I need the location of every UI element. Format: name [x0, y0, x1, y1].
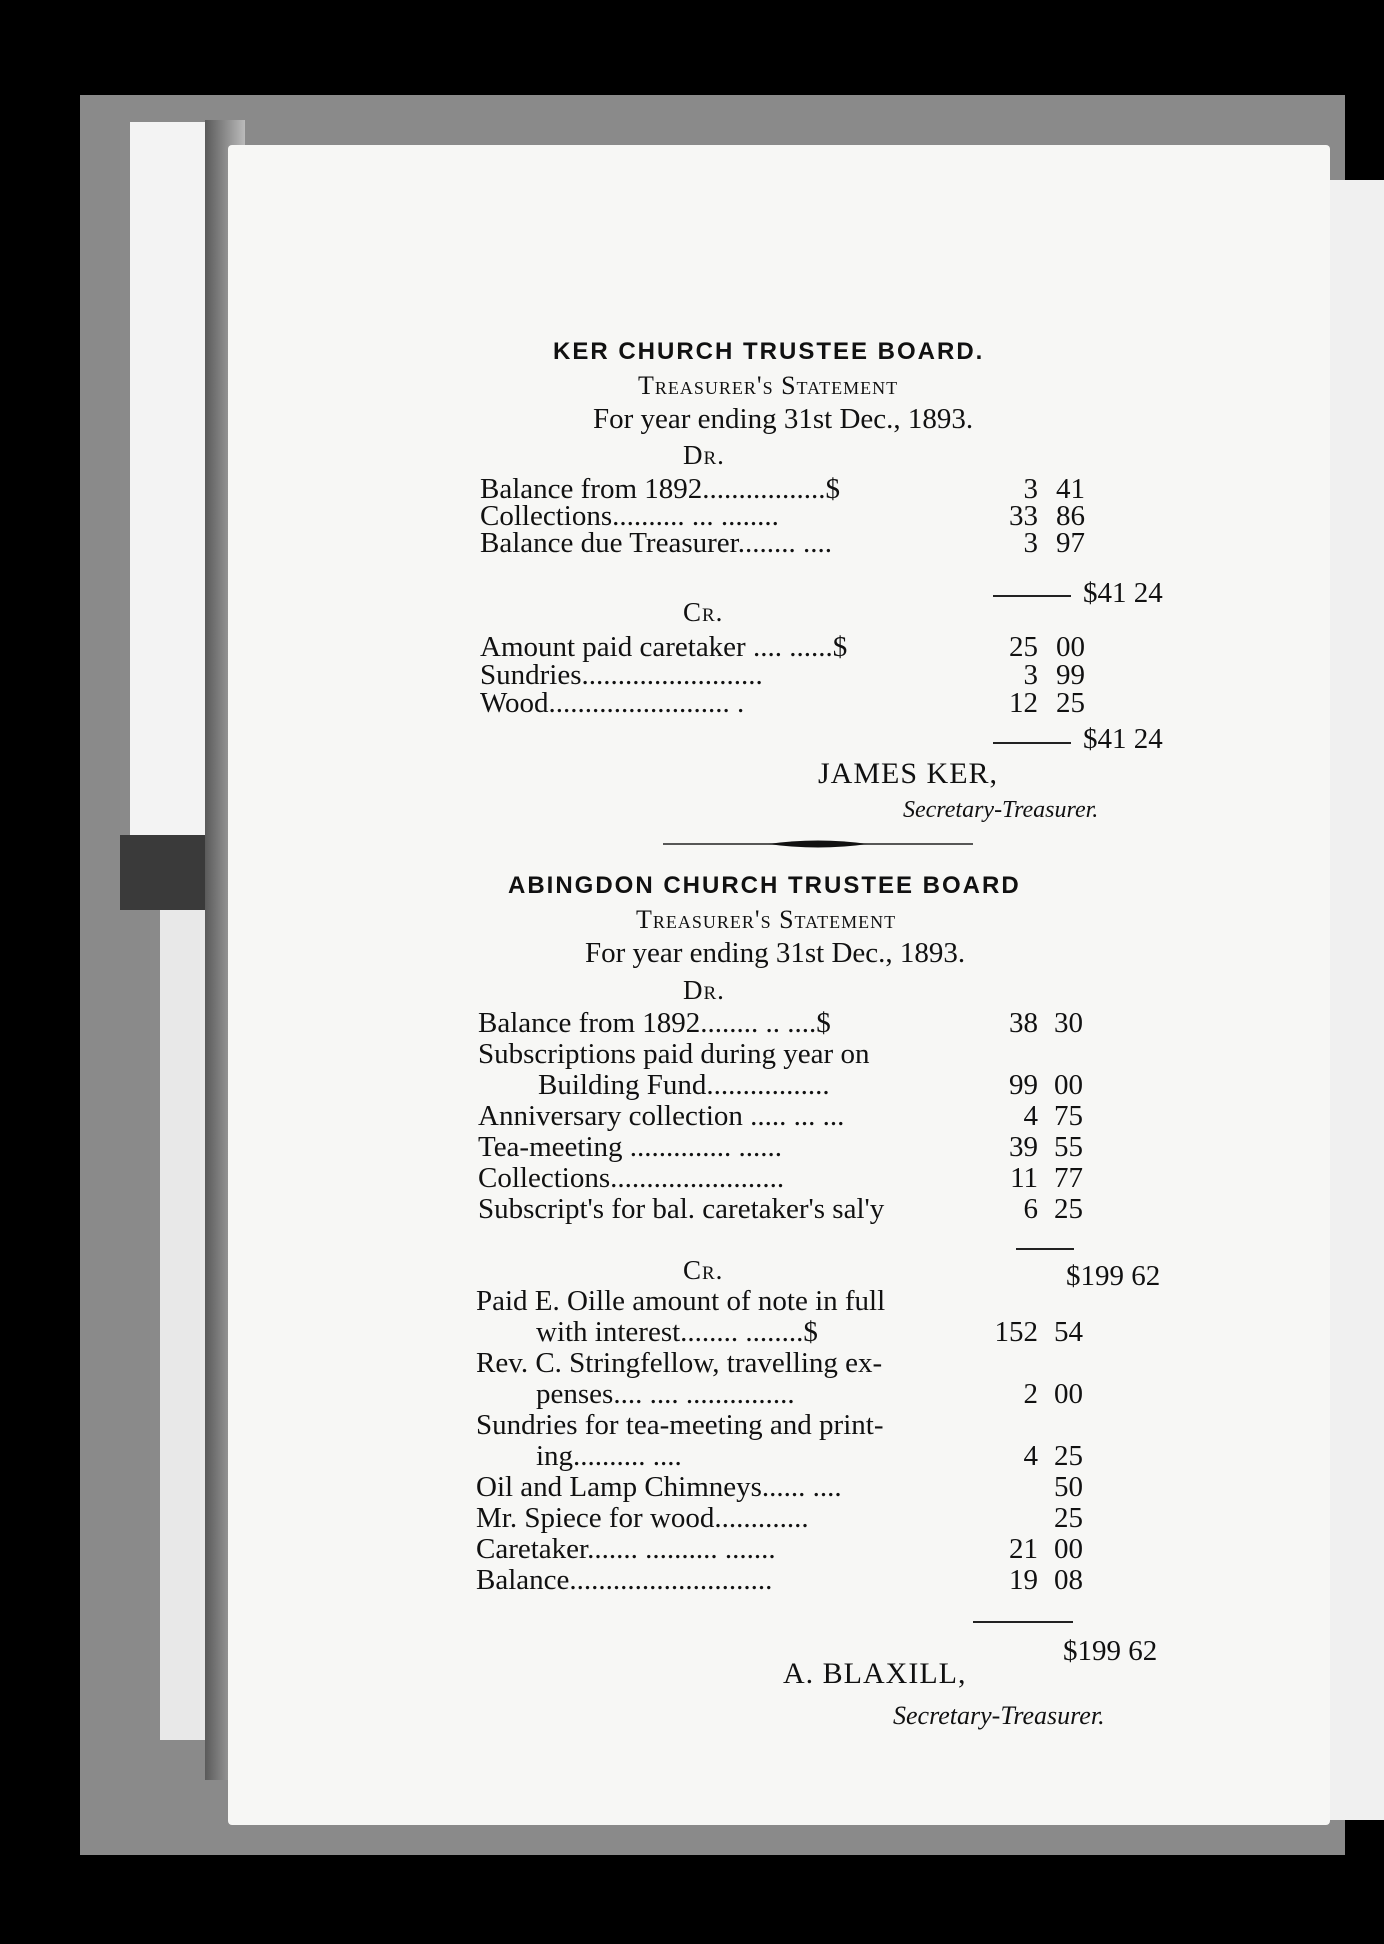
ker-title: KER CHURCH TRUSTEE BOARD. — [553, 338, 985, 365]
ker-signatory: JAMES KER, — [818, 757, 999, 790]
ledger-label: Paid E. Oille amount of note in full — [476, 1285, 886, 1317]
ker-dr-heading: Dr. — [683, 440, 725, 470]
ledger-label: penses.... .... ............... — [536, 1378, 795, 1410]
ker-period: For year ending 31st Dec., 1893. — [593, 403, 974, 435]
ledger-cents: 00 — [1054, 1378, 1083, 1410]
ledger-label: Anniversary collection ..... ... ... — [478, 1100, 845, 1132]
ledger-label: Building Fund................. — [538, 1069, 830, 1101]
ledger-cents: 00 — [1056, 631, 1085, 663]
ledger-label: with interest........ ........$ — [536, 1316, 818, 1348]
ledger-label: Collections........................ — [478, 1162, 785, 1194]
ornamental-divider — [663, 837, 973, 851]
ledger-cents: 54 — [1054, 1316, 1083, 1348]
ledger-label: Balance from 1892........ .. ....$ — [478, 1007, 831, 1039]
ker-cr-rule — [993, 742, 1071, 744]
ledger-cents: 75 — [1054, 1100, 1083, 1132]
ker-dr-rule — [993, 595, 1071, 597]
ker-dr-total: $41 24 — [1083, 577, 1163, 609]
ker-subtitle: Treasurer's Statement — [638, 371, 899, 400]
abingdon-signatory: A. BLAXILL, — [783, 1657, 967, 1690]
ledger-cents: 50 — [1054, 1471, 1083, 1503]
ledger-label: Wood......................... . — [480, 687, 745, 719]
ledger-label: Sundries for tea-meeting and print- — [476, 1409, 884, 1441]
abingdon-dr-rule — [1016, 1248, 1074, 1250]
ledger-cents: 86 — [1056, 500, 1085, 532]
ledger-label: Amount paid caretaker .... ......$ — [480, 631, 848, 663]
ledger-cents: 99 — [1056, 659, 1085, 691]
ledger-cents: 55 — [1054, 1131, 1083, 1163]
abingdon-dr-heading: Dr. — [683, 975, 725, 1005]
ledger-label: Rev. C. Stringfellow, travelling ex- — [476, 1347, 883, 1379]
ledger-cents: 25 — [1054, 1440, 1083, 1472]
ker-cr-heading: Cr. — [683, 597, 724, 627]
ledger-label: Tea-meeting .............. ...... — [478, 1131, 783, 1163]
ledger-label: Balance due Treasurer........ .... — [480, 527, 832, 559]
ledger-label: Subscript's for bal. caretaker's sal'y — [478, 1193, 885, 1225]
abingdon-role: Secretary-Treasurer. — [893, 1701, 1105, 1730]
ledger-cents: 97 — [1056, 527, 1085, 559]
abingdon-dr-total: $199 62 — [1066, 1260, 1161, 1292]
ker-cr-total: $41 24 — [1083, 723, 1163, 755]
ledger-label: Oil and Lamp Chimneys...... .... — [476, 1471, 842, 1503]
ledger-label: Subscriptions paid during year on — [478, 1038, 870, 1070]
document-page: KER CHURCH TRUSTEE BOARD. Treasurer's Statement For year ending 31st Dec., 1893. Dr. Balance from 1892.................$ 3 41 Collections.......... ... ........ 33 86 Balance due Treasurer........ .... 3 97 $41 24 Cr. Amount paid caretaker .... ......$ 25 00 Sundries......................... 3 99 Wood......................... . 12 25 $41 24 JAMES KER, Secretary-Treasurer. ABINGDON CHURCH TRUSTEE BOARD Treasurer's Statement For year ending 31st Dec., 1893. Dr. Balance from 1892........ .. ....$ 38 30 Subscriptions paid during year on Building Fund................. 99 00 Anniversary collection ..... ... ... 4 75 Tea-meeting .............. ...... 39 55 Collections........................ 11 77 Subscript's for bal. caretaker's sal'y 6 25 Cr. $199 62 Paid E. Oille amount of note in full with interest........ ........$ 152 54 Rev. C. Stringfellow, travelling ex- penses.... .... ............... 2 00 Sundries for tea-meeting and print- ing.......... .... 4 25 Oil and Lamp Chimneys...... .... 50 Mr. Spiece for wood............. 25 Caretaker....... .......... ....... 21 00 Balance............................ 19 08 $199 62 A. BLAXILL, Secretary-Treasurer. — [228, 145, 1330, 1825]
ledger-label: Caretaker....... .......... ....... — [476, 1533, 776, 1565]
facing-page-edge — [1325, 180, 1384, 1820]
ledger-label: Sundries......................... — [480, 659, 763, 691]
scan-card-top — [130, 122, 210, 837]
abingdon-period: For year ending 31st Dec., 1893. — [585, 937, 966, 969]
ledger-cents: 41 — [1056, 473, 1085, 505]
ledger-cents: 25 — [1054, 1193, 1083, 1225]
ledger-cents: 08 — [1054, 1564, 1083, 1596]
ledger-cents: 30 — [1054, 1007, 1083, 1039]
abingdon-cr-total: $199 62 — [1063, 1635, 1158, 1667]
ledger-label: Collections.......... ... ........ — [480, 500, 779, 532]
abingdon-subtitle: Treasurer's Statement — [636, 905, 897, 934]
ledger-label: Balance from 1892.................$ — [480, 473, 841, 505]
ledger-cents: 00 — [1054, 1533, 1083, 1565]
ledger-cents: 25 — [1056, 687, 1085, 719]
abingdon-cr-heading: Cr. — [683, 1255, 724, 1285]
abingdon-title: ABINGDON CHURCH TRUSTEE BOARD — [508, 872, 1021, 899]
ledger-label: ing.......... .... — [536, 1440, 682, 1472]
ledger-label: Balance............................ — [476, 1564, 773, 1596]
ledger-cents: 25 — [1054, 1502, 1083, 1534]
ledger-cents: 00 — [1054, 1069, 1083, 1101]
abingdon-cr-rule — [973, 1621, 1073, 1623]
ledger-cents: 77 — [1054, 1162, 1083, 1194]
ledger-label: Mr. Spiece for wood............. — [476, 1502, 809, 1534]
ker-role: Secretary-Treasurer. — [903, 797, 1099, 823]
